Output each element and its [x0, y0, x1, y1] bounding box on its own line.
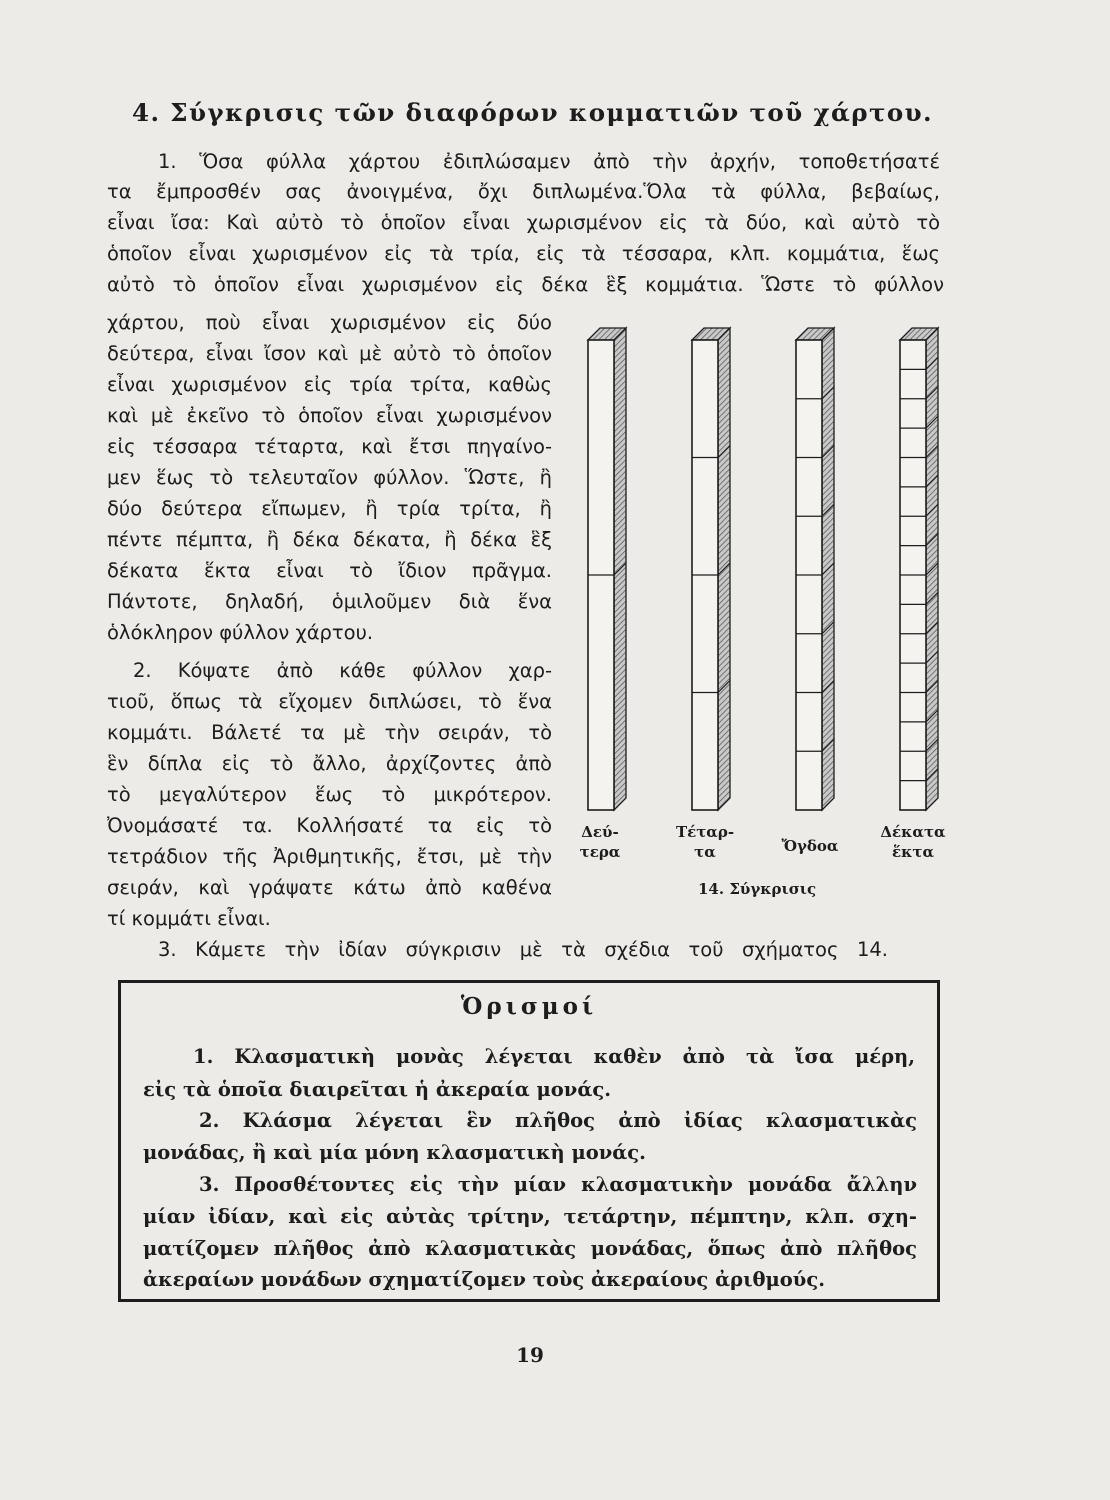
definition-line: ἀκεραίων μονάδων σχηματίζομεν τοὺς ἀκεραίους ἀριθμούς. [143, 1268, 825, 1291]
definition-line: 3. Προσθέτοντες εἰς τὴν μίαν κλασματικὴν μονάδα ἄλλην [199, 1173, 917, 1196]
bar-label-quarters: Τέταρ- τα [675, 823, 735, 861]
body-line: 3. Κάμετε τὴν ἰδίαν σύγκρισιν μὲ τὰ σχέδια τοῦ σχήματος 14. [158, 938, 888, 961]
body-line: πέντε πέμπτα, ἢ δέκα δέκατα, ἢ δέκα ἓξ [107, 528, 552, 551]
bars-diagram [560, 310, 960, 830]
body-line: τετράδιον τῆς Ἀριθμητικῆς, ἔτσι, μὲ τὴν [107, 845, 552, 868]
bar-label-halves: Δεύ- τερα [579, 823, 621, 861]
definition-line: μίαν ἰδίαν, καὶ εἰς αὐτὰς τρίτην, τετάρτην, πέμπτην, κλπ. σχη- [143, 1205, 917, 1228]
figure-14 [560, 310, 960, 910]
body-line: κομμάτι. Βάλετέ τα μὲ τὴν σειράν, τὸ [107, 721, 552, 744]
body-line: μεν ἕως τὸ τελευταῖον φύλλον. Ὥστε, ἢ [107, 466, 552, 489]
body-line: ἓν δίπλα εἰς τὸ ἄλλο, ἀρχίζοντες ἀπὸ [107, 752, 552, 775]
body-line: δύο δεύτερα εἴπωμεν, ἢ τρία τρίτα, ἢ [107, 497, 552, 520]
body-line: ὁλόκληρον φύλλον χάρτου. [107, 621, 374, 644]
definition-line: 1. Κλασματικὴ μονὰς λέγεται καθὲν ἀπὸ τὰ ἴσα μέρη, [193, 1045, 915, 1068]
body-line: εἶναι ἴσα: Καὶ αὐτὸ τὸ ὁποῖον εἶναι χωρισμένον εἰς τὰ δύο, καὶ αὐτὸ τὸ [107, 211, 940, 234]
bar-label-eighths: Ὄγδοα [781, 837, 839, 855]
bar-label-sixteenths: Δέκατα ἕκτα [880, 823, 946, 861]
body-line: 1. Ὅσα φύλλα χάρτου ἐδιπλώσαμεν ἀπὸ τὴν ἀρχήν, τοποθετήσατέ [158, 150, 940, 173]
body-line: εἶναι χωρισμένον εἰς τρία τρίτα, καθὼς [107, 373, 552, 396]
body-line: χάρτου, ποὺ εἶναι χωρισμένον εἰς δύο [107, 311, 552, 334]
section-heading: 4. Σύγκρισις τῶν διαφόρων κομματιῶν τοῦ χάρτου. [132, 98, 933, 127]
body-line: σειράν, καὶ γράψατε κάτω ἀπὸ καθένα [107, 876, 552, 899]
body-line: Πάντοτε, δηλαδή, ὁμιλοῦμεν διὰ ἕνα [107, 590, 552, 613]
body-line: καὶ μὲ ἐκεῖνο τὸ ὁποῖον εἶναι χωρισμένον [107, 404, 552, 427]
body-line: 2. Κόψατε ἀπὸ κάθε φύλλον χαρ- [133, 659, 552, 682]
definition-line: μονάδας, ἢ καὶ μία μόνη κλασματικὴ μονάς. [143, 1141, 646, 1164]
body-line: ὁποῖον εἶναι χωρισμένον εἰς τὰ τρία, εἰς τὰ τέσσαρα, κλπ. κομμάτια, ἕως [107, 242, 940, 265]
body-line: τὸ μεγαλύτερον ἕως τὸ μικρότερον. [107, 783, 552, 806]
body-line: αὐτὸ τὸ ὁποῖον εἶναι χωρισμένον εἰς δέκα ἓξ κομμάτια. Ὥστε τὸ φύλλον [107, 273, 944, 296]
definition-line: εἰς τὰ ὁποῖα διαιρεῖται ἡ ἀκεραία μονάς. [143, 1078, 611, 1101]
definition-line: ματίζομεν πλῆθος ἀπὸ κλασματικὰς μονάδας, ὅπως ἀπὸ πλῆθος [143, 1237, 917, 1260]
body-line: τιοῦ, ὅπως τὰ εἴχομεν διπλώσει, τὸ ἕνα [107, 690, 552, 713]
body-line: τα ἔμπροσθέν σας ἀνοιγμένα, ὄχι διπλωμένα.Ὅλα τὰ φύλλα, βεβαίως, [107, 180, 940, 203]
body-line: εἰς τέσσαρα τέταρτα, καὶ ἔτσι πηγαίνο- [107, 435, 552, 458]
body-line: δεύτερα, εἶναι ἴσον καὶ μὲ αὐτὸ τὸ ὁποῖον [107, 342, 552, 365]
body-line: δέκατα ἕκτα εἶναι τὸ ἴδιον πρᾶγμα. [107, 559, 552, 582]
page-number: 19 [516, 1343, 544, 1367]
body-line: τί κομμάτι εἶναι. [107, 907, 271, 930]
definitions-box [118, 980, 940, 1302]
body-line: Ὀνομάσατέ τα. Κολλήσατέ τα εἰς τὸ [107, 814, 552, 837]
definition-line: 2. Κλάσμα λέγεται ἓν πλῆθος ἀπὸ ἰδίας κλασματικὰς [199, 1109, 917, 1132]
definitions-title: Ὁρισμοί [460, 993, 598, 1020]
figure-caption: 14. Σύγκρισις [698, 880, 817, 898]
